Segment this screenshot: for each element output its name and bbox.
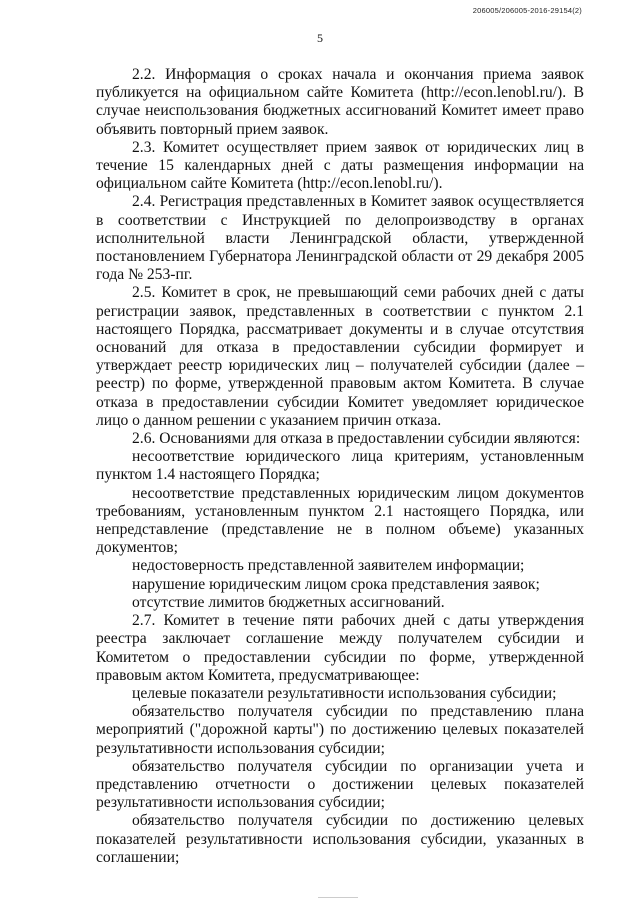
list-item: недостоверность представленной заявителем информации; xyxy=(132,557,525,575)
list-item: несоответствие представленных юридическим лицом документов требованиям, установленным пунктом 2.1 настоящего Порядка, или непредставление (представление не в полном объеме) указанных документов; xyxy=(96,484,584,557)
paragraph-2-6: 2.6. Основаниями для отказа в предоставлении субсидии являются: xyxy=(132,430,581,448)
scan-artifact xyxy=(318,897,358,898)
list-item: несоответствие юридического лица критериям, установленным пунктом 1.4 настоящего Порядка; xyxy=(96,448,584,484)
list-item: отсутствие лимитов бюджетных ассигнований. xyxy=(132,593,445,611)
paragraph-2-3: 2.3. Комитет осуществляет прием заявок от юридических лиц в течение 15 календарных дней с даты размещения информации на официальном сайте Комитета (http://econ.lenobl.ru/). xyxy=(96,138,584,193)
document-body xyxy=(96,66,584,867)
paragraph-2-4: 2.4. Регистрация представленных в Комитет заявок осуществляется в соответствии с Инструкцией по делопроизводству в органах исполнительной власти Ленинградской области, утвержденной постановлением Губернатора Ленинградской области от 29 декабря 2005 года № 253-пг. xyxy=(96,193,584,284)
list-item: обязательство получателя субсидии по представлению плана мероприятий ("дорожной карты") по достижению целевых показателей результативности использования субсидии; xyxy=(96,703,584,757)
paragraph-2-2: 2.2. Информация о сроках начала и окончания приема заявок публикуется на официальном сайте Комитета (http://econ.lenobl.ru/). В случае неиспользования бюджетных ассигнований Комитет имеет право объявить повторный прием заявок. xyxy=(96,66,584,138)
list-item: обязательство получателя субсидии по достижению целевых показателей результативности использования субсидии, указанных в соглашении; xyxy=(96,812,584,866)
document-id: 206005/206005-2016-29154(2) xyxy=(472,6,582,15)
list-item: нарушение юридическим лицом срока представления заявок; xyxy=(132,575,540,593)
list-item: обязательство получателя субсидии по организации учета и представлению отчетности о достижении целевых показателей результативности использования субсидии; xyxy=(96,757,584,812)
paragraph-2-7: 2.7. Комитет в течение пяти рабочих дней с даты утверждения реестра заключает соглашение между получателем субсидии и Комитетом о предоставлении субсидии по форме, утвержденной правовым актом Комитета, предусматривающее: xyxy=(96,612,584,684)
list-item: целевые показатели результативности использования субсидии; xyxy=(132,684,557,702)
paragraph-2-5: 2.5. Комитет в срок, не превышающий семи рабочих дней с даты регистрации заявок, представленных в соответствии с пунктом 2.1 настоящего Порядка, рассматривает документы и в случае отсутствия оснований для отказа в предоставлении субсидии формирует и утверждает реестр юридических лиц – получателей субсидии (далее – реестр) по форме, утвержденной правовым актом Комитета. В случае отказа в предоставлении субсидии Комитет уведомляет юридическое лицо о данном решении с указанием причин отказа. xyxy=(96,284,584,429)
page-number: 5 xyxy=(317,31,323,45)
